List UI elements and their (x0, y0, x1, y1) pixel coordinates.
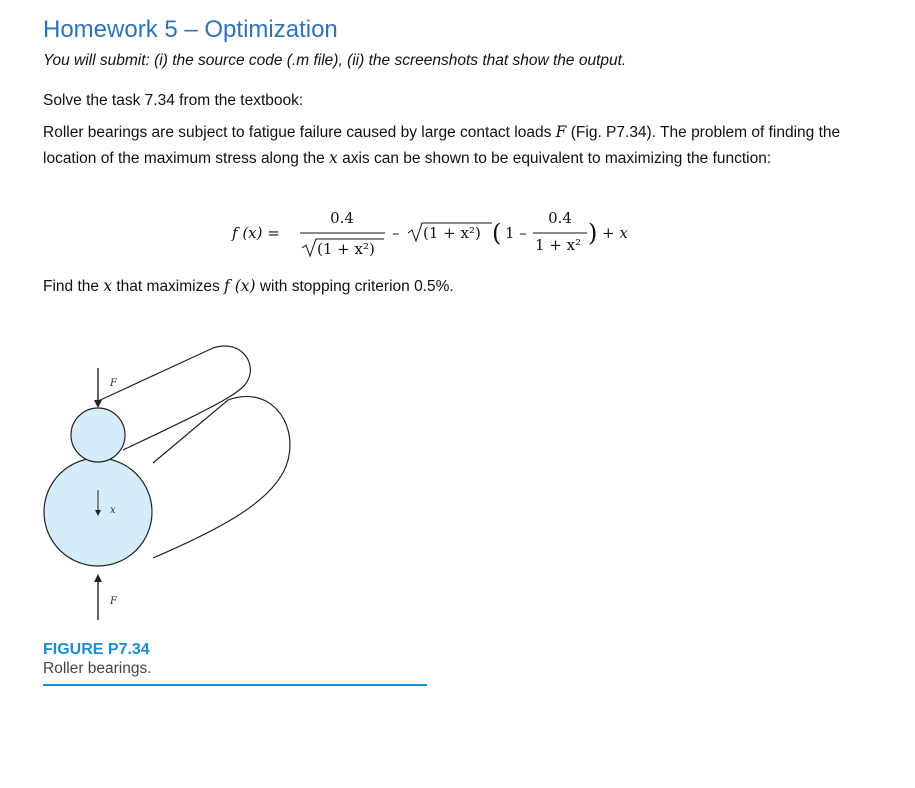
find-text-3: with stopping criterion 0.5%. (255, 278, 454, 295)
formula-denominator-2: 1 + x² (535, 236, 582, 254)
formula-sqrt-term: (1 + x²) (423, 224, 481, 242)
figure-caption-text: Roller bearings. (43, 660, 152, 677)
find-text-2: that maximizes (112, 278, 225, 295)
figure-caption-label: FIGURE P7.34 (43, 641, 150, 658)
formula-one-minus: 1 – (505, 224, 527, 242)
find-text-1: Find the (43, 278, 104, 295)
find-function: f (x) (224, 277, 256, 295)
formula-paren-close: ) (588, 219, 598, 247)
formula-minus: – (392, 224, 400, 242)
caption-divider (43, 684, 427, 686)
roller-bearings-figure (38, 340, 308, 640)
page-title: Homework 5 – Optimization (43, 16, 338, 43)
problem-text-2: (Fig. P7.34). The problem of finding the location of the maximum stress along the (43, 124, 841, 167)
label-F-bottom: F (110, 596, 117, 607)
label-x: x (110, 505, 116, 516)
problem-description (43, 120, 843, 171)
variable-F: F (555, 123, 567, 141)
problem-text-1: Roller bearings are subject to fatigue failure caused by large contact loads (43, 124, 556, 141)
formula-denominator-1: (1 + x²) (317, 240, 375, 258)
label-F-top: F (110, 378, 117, 389)
variable-x: x (329, 148, 338, 167)
formula-numerator-1: 0.4 (330, 209, 354, 227)
task-statement: Solve the task 7.34 from the textbook: (43, 92, 304, 109)
formula-tail: + x (602, 224, 628, 242)
submission-instructions: You will submit: (i) the source code (.m file), (ii) the screenshots that show the output. (43, 52, 627, 69)
find-instruction (43, 274, 454, 300)
formula-paren-open: ( (492, 219, 502, 247)
problem-text-3: axis can be shown to be equivalent to maximizing the function: (337, 149, 772, 167)
formula-numerator-2: 0.4 (548, 209, 572, 227)
objective-function-formula (230, 202, 650, 264)
force-arrowhead-bottom (94, 574, 102, 582)
find-variable-x: x (103, 277, 113, 295)
small-roller-end (71, 408, 125, 462)
formula-lhs: f (x) = (232, 224, 280, 242)
